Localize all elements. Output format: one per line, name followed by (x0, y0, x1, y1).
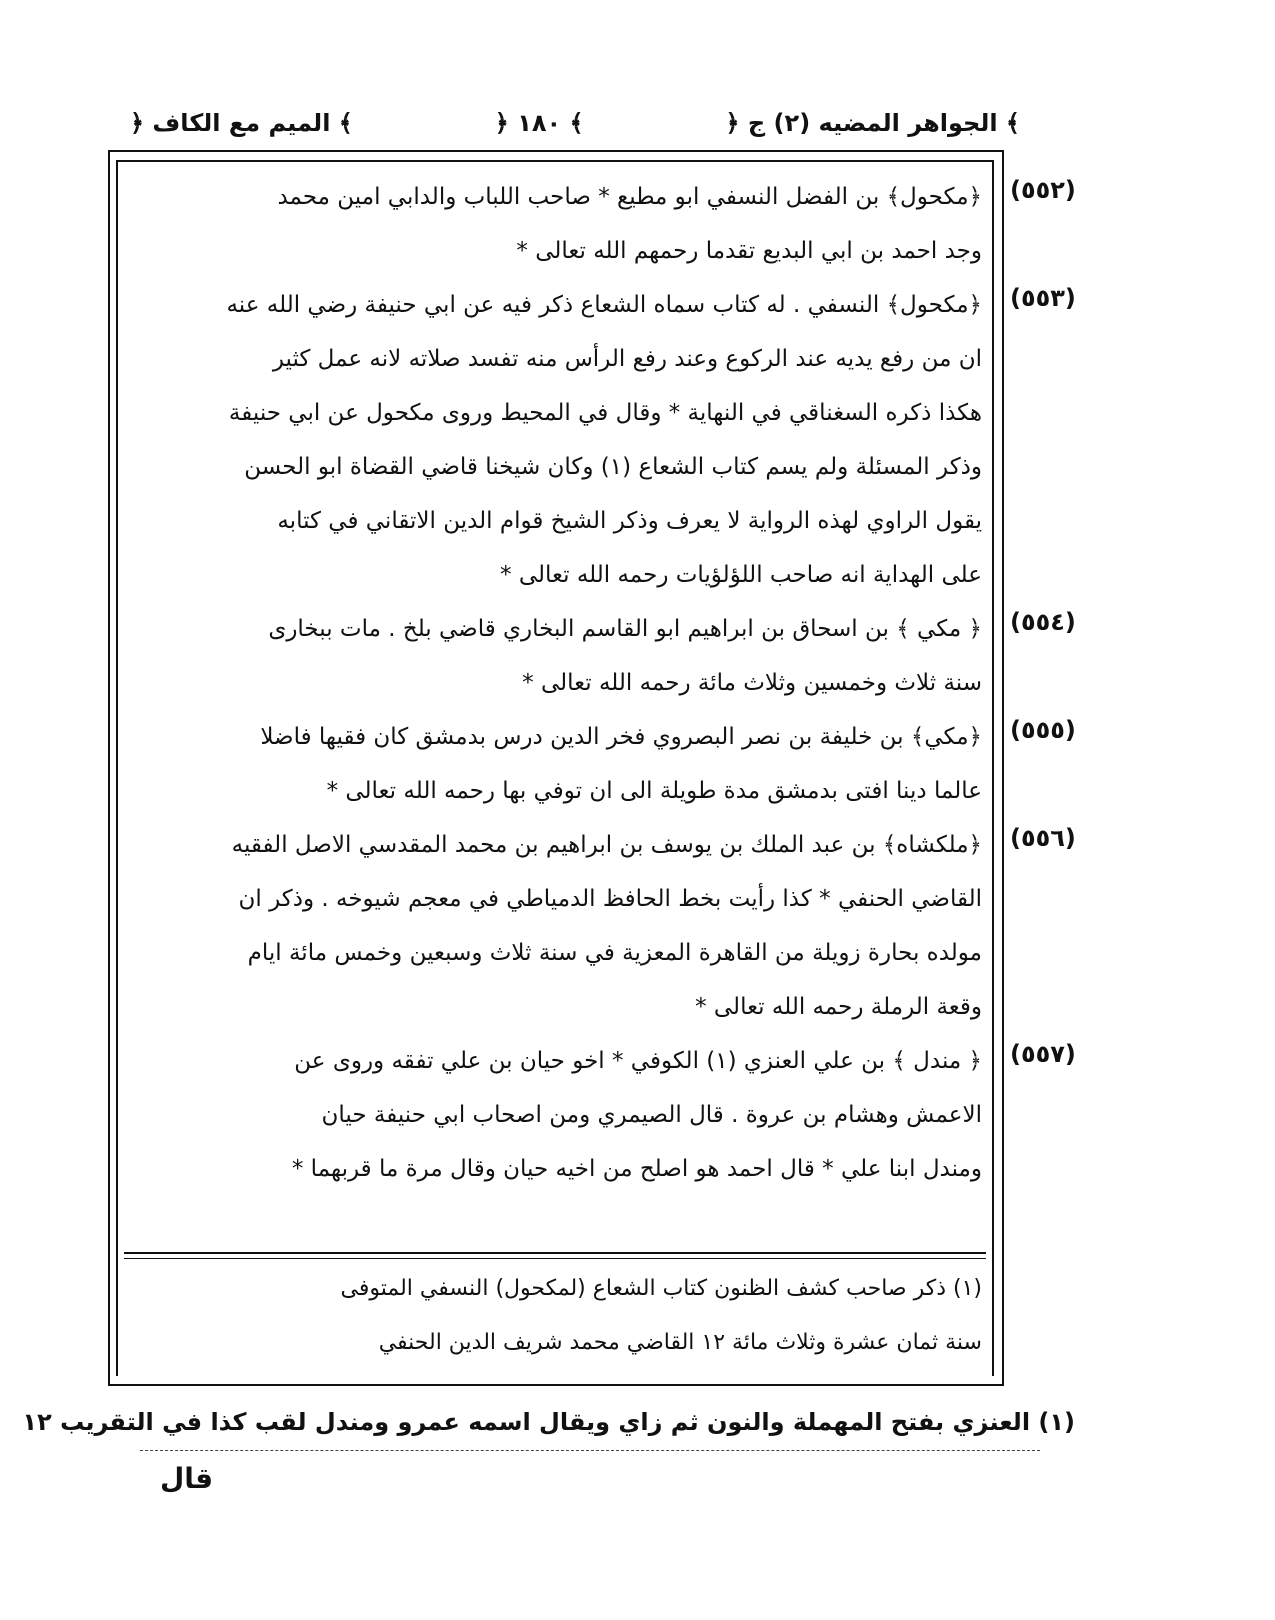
text-line: ﴿ملكشاه﴾ بن عبد الملك بن يوسف بن ابراهيم بن محمد المقدسي الاصل الفقيه (231, 832, 982, 858)
section-title: ﴿ الميم مع الكاف ﴾ (130, 109, 353, 137)
footnote (124, 1262, 986, 1370)
text-line: ان من رفع يديه عند الركوع وعند رفع الرأس منه تفسد صلاته لانه عمل كثير (272, 346, 982, 372)
bottom-note: (١) العنزي بفتح المهملة والنون ثم زاي ويقال اسمه عمرو ومندل لقب كذا في التقريب ١٢ (22, 1408, 1075, 1436)
entry-556 (124, 818, 986, 1034)
catchword: قال (160, 1462, 214, 1495)
footnote-line: (١) ذكر صاحب كشف الظنون كتاب الشعاع (لمكحول) النسفي المتوفى (340, 1276, 982, 1301)
text-line: ﴿ مكي ﴾ بن اسحاق بن ابراهيم ابو القاسم البخاري قاضي بلخ . مات ببخارى (268, 616, 982, 642)
entry-552 (124, 170, 986, 278)
book-title: ﴿ الجواهر المضيه (٢) ج ﴾ (725, 109, 1020, 137)
entry-553 (124, 278, 986, 602)
text-line: وجد احمد بن ابي البديع تقدما رحمهم الله تعالى * (516, 238, 982, 264)
running-header (130, 100, 1020, 146)
frame-top-rule (116, 160, 994, 162)
text-line: القاضي الحنفي * كذا رأيت بخط الحافظ الدمياطي في معجم شيوخه . وذكر ان (238, 886, 982, 912)
entry-557 (124, 1034, 986, 1196)
text-line: يقول الراوي لهذه الرواية لا يعرف وذكر الشيخ قوام الدين الاتقاني في كتابه (277, 508, 982, 534)
entry-number: (٥٥٦) (1010, 824, 1076, 852)
entry-555 (124, 710, 986, 818)
footnote-rule (124, 1252, 986, 1254)
text-line: ومندل ابنا علي * قال احمد هو اصلح من اخيه حيان وقال مرة ما قربهما * (291, 1156, 982, 1182)
text-line: هكذا ذكره السغناقي في النهاية * وقال في المحيط وروى مكحول عن ابي حنيفة (228, 400, 982, 426)
text-line: عالما دينا افتى بدمشق مدة طويلة الى ان توفي بها رحمه الله تعالى * (326, 778, 982, 804)
text-line: مولده بحارة زويلة من القاهرة المعزية في سنة ثلاث وسبعين وخمس مائة ايام (247, 940, 982, 966)
text-line: ﴿مكحول﴾ بن الفضل النسفي ابو مطيع * صاحب اللباب والدابي امين محمد (277, 184, 982, 210)
bottom-rule (140, 1450, 1040, 1451)
text-line: ﴿مكحول﴾ النسفي . له كتاب سماه الشعاع ذكر فيه عن ابي حنيفة رضي الله عنه (226, 292, 982, 318)
entry-number: (٥٥٣) (1010, 284, 1076, 312)
text-line: وقعة الرملة رحمه الله تعالى * (695, 994, 982, 1020)
entry-number: (٥٥٢) (1010, 176, 1076, 204)
entry-554 (124, 602, 986, 710)
text-line: الاعمش وهشام بن عروة . قال الصيمري ومن اصحاب ابي حنيفة حيان (321, 1102, 982, 1128)
page-number: ﴿ ١٨٠ ﴾ (494, 109, 584, 137)
entry-number: (٥٥٥) (1010, 716, 1076, 744)
footnote-line: سنة ثمان عشرة وثلاث مائة ١٢ القاضي محمد شريف الدين الحنفي (378, 1330, 982, 1355)
text-line: على الهداية انه صاحب اللؤلؤيات رحمه الله تعالى * (500, 562, 982, 588)
text-line: وذكر المسئلة ولم يسم كتاب الشعاع (١) وكان شيخنا قاضي القضاة ابو الحسن (244, 454, 982, 480)
main-text (124, 170, 986, 1248)
entry-number: (٥٥٤) (1010, 608, 1076, 636)
text-line: ﴿ مندل ﴾ بن علي العنزي (١) الكوفي * اخو حيان بن علي تفقه وروى عن (294, 1048, 982, 1074)
text-line: سنة ثلاث وخمسين وثلاث مائة رحمه الله تعالى * (522, 670, 982, 696)
text-line: ﴿مكي﴾ بن خليفة بن نصر البصروي فخر الدين درس بدمشق كان فقيها فاضلا (260, 724, 982, 750)
entry-number: (٥٥٧) (1010, 1040, 1076, 1068)
footnote-rule-thin (124, 1258, 986, 1259)
